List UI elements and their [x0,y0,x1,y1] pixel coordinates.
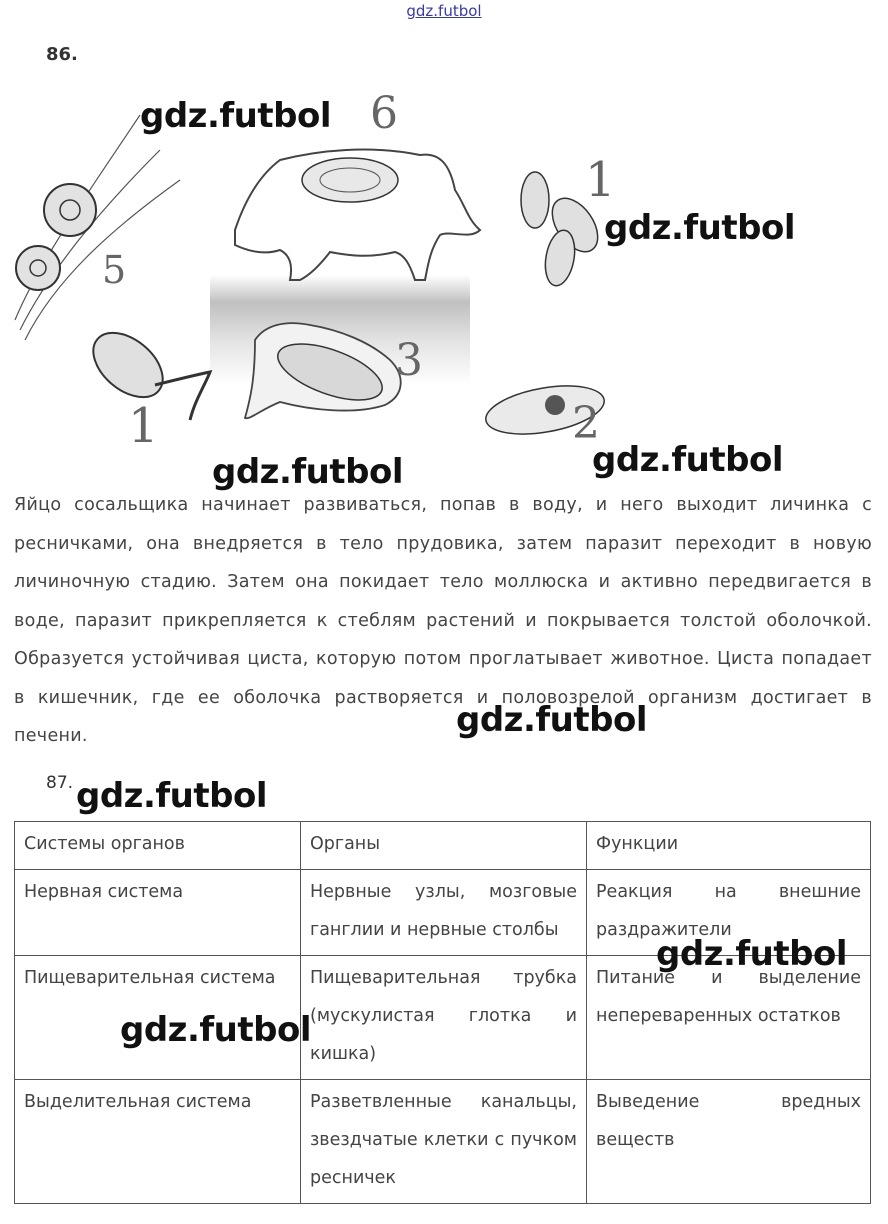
task-87-number: 87. [46,773,74,793]
watermark: gdz.futbol [656,934,847,974]
egg-1 [521,172,549,228]
figure-label-3: 3 [395,335,423,386]
table-cell: Реакция на внешние раздражители [587,870,871,956]
table-cell: Нервная система [15,870,301,956]
watermark: gdz.futbol [212,452,403,492]
table-header-cell: Функции [587,822,871,870]
watermark: gdz.futbol [140,96,331,136]
table-cell: Пищеварительная система [15,956,301,1080]
watermark: gdz.futbol [592,440,783,480]
task-86-answer-text: Яйцо сосальщика начинает развиваться, попав в воду, и него выходит личинка с ресничками, она внедряется в тело прудовика, затем паразит переходит в новую личиночную стадию. Затем она покидает тело моллюска и активно передвигается в воде, паразит прикрепляется к стеблям растений и покрывается толстой оболочкой. Образуется устойчивая циста, которую потом проглатывает животное. Циста попадает в кишечник, где ее оболочка растворяется и половозрелой организм достигает в печени. [14,495,872,746]
table-header-row [15,822,871,870]
figure-label-6: 6 [370,88,398,139]
table-header-cell: Системы органов [15,822,301,870]
watermark: gdz.futbol [456,700,647,740]
table-cell: Нервные узлы, мозговые ганглии и нервные столбы [301,870,587,956]
site-link[interactable]: gdz.futbol [406,2,482,20]
table-row [15,1080,871,1204]
table-cell: Выделительная система [15,1080,301,1204]
watermark: gdz.futbol [76,776,267,816]
grass-blades [15,115,180,340]
cow-fluke [302,158,398,202]
figure-label-5: 5 [102,248,127,292]
watermark: gdz.futbol [604,208,795,248]
table-cell: Питание и выделение непереваренных остатков [587,956,871,1080]
watermark: gdz.futbol [120,1010,311,1050]
table-header-cell: Органы [301,822,587,870]
figure-label-1-larva: 1 [128,398,159,454]
cyst-2 [16,246,60,290]
cyst-1 [44,184,96,236]
table-cell: Пищеварительная трубка (мускулистая глотка и кишка) [301,956,587,1080]
figure-label-2: 2 [572,398,600,449]
table-cell: Разветвленные канальцы, звездчатые клетки с пучком ресничек [301,1080,587,1204]
table-cell: Выведение вредных веществ [587,1080,871,1204]
larva-body [81,320,174,410]
task-86-number: 86. [46,44,78,65]
figure-label-1-eggs: 1 [585,152,616,208]
